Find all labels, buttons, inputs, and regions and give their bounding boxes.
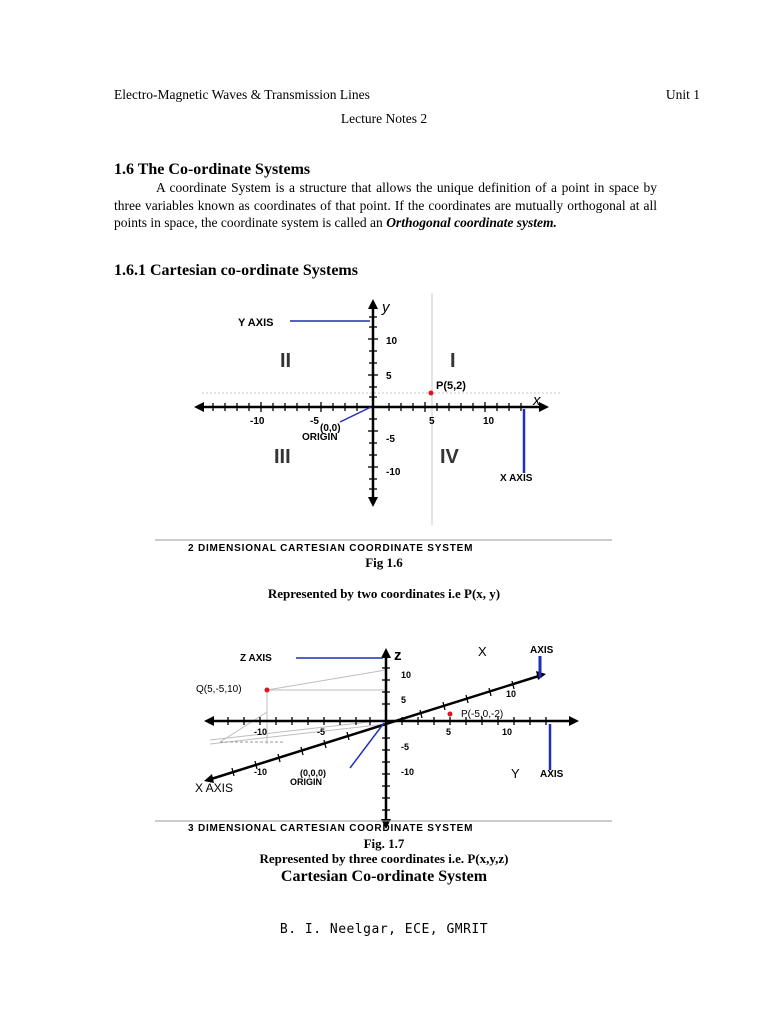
horizontal-arrow-left [204, 716, 214, 726]
x-axis-bottom-caption: X AXIS [195, 781, 234, 795]
paragraph-text: A coordinate System is a structure that allows the unique definition of a point in space by three variables known as coordinates of that point. If the coordinates are mutually orthogonal at all points in space, the coordinate system is called an [114, 180, 657, 230]
horizontal-tick-label: 5 [446, 727, 452, 737]
y-axis-arrow-bottom [368, 497, 378, 507]
x-variable-label: x [533, 392, 541, 409]
point-q-marker [265, 688, 270, 693]
y-axis-caption: Y AXIS [238, 317, 274, 329]
point-p-marker [448, 712, 453, 717]
y-axis-arrow-top [368, 299, 378, 309]
horizontal-tick-label: -10 [254, 727, 268, 737]
horizontal-tick-label: 10 [502, 727, 513, 737]
figure-1-6-label: Fig 1.6 [365, 555, 403, 570]
x-axis-arrow-right [539, 402, 549, 412]
origin-label: ORIGIN [302, 432, 338, 443]
figure-banner: 2 DIMENSIONAL CARTESIAN COORDINATE SYSTEM [188, 543, 474, 554]
diagonal-tick-label: 10 [506, 689, 517, 699]
z-tick-label: -5 [401, 742, 410, 752]
y-tick-label: 10 [386, 336, 398, 347]
quadrant-label-2: II [280, 350, 292, 372]
figure-2d-cartesian [150, 285, 620, 560]
figure-1-7-title: Cartesian Co-ordinate System [280, 868, 488, 885]
y-variable-label: y [382, 299, 390, 316]
horizontal-arrow-right [569, 716, 579, 726]
header-unit: Unit 1 [665, 87, 700, 102]
x-axis-top-caption: AXIS [530, 645, 554, 656]
header-lecture: Lecture Notes 2 [340, 111, 428, 126]
section-heading-1-6: 1.6 The Co-ordinate Systems [114, 161, 311, 178]
z-tick-label: 10 [401, 670, 412, 680]
y-tick-label: -5 [386, 434, 395, 445]
figure-3d-cartesian [150, 640, 620, 835]
z-tick-label: -10 [401, 767, 415, 777]
y-tick-label: -10 [386, 467, 401, 478]
x-tick-label: 5 [429, 416, 435, 427]
x-axis-top-letter: X [478, 644, 487, 659]
z-axis-arrow-top [381, 648, 391, 658]
horizontal-tick-label: -5 [317, 727, 326, 737]
point-p-marker [429, 391, 434, 396]
origin-label: ORIGIN [290, 777, 323, 787]
point-p-label: P(-5,0,-2) [461, 709, 504, 720]
y-tick-label: 5 [386, 371, 392, 382]
z-variable-label: z [394, 647, 402, 664]
x-tick-label: 10 [483, 416, 495, 427]
point-p-label: P(5,2) [436, 380, 466, 392]
section-paragraph [114, 179, 657, 232]
y-axis-letter: Y [511, 766, 520, 781]
z-tick-label: 5 [401, 695, 407, 705]
figure-1-7-label: Fig. 1.7 [363, 836, 405, 851]
figure-1-6-caption: Represented by two coordinates i.e P(x, y) [267, 586, 501, 601]
x-axis-caption: X AXIS [500, 473, 533, 484]
x-axis-arrow-left [194, 402, 204, 412]
page-footer: B. I. Neelgar, ECE, GMRIT [279, 922, 489, 937]
quadrant-label-4: IV [440, 446, 459, 468]
x-tick-label: -5 [310, 416, 319, 427]
figure-1-7-caption: Represented by three coordinates i.e. P(x,y,z) [259, 851, 509, 866]
quadrant-label-1: I [450, 350, 456, 372]
header-course-title: Electro-Magnetic Waves & Transmission Lines [114, 87, 370, 102]
z-axis-caption: Z AXIS [240, 653, 272, 664]
y-axis-caption: AXIS [540, 769, 564, 780]
paragraph-emphasis: Orthogonal coordinate system. [386, 215, 557, 230]
origin-coordinate: (0,0) [320, 423, 341, 434]
diagonal-tick-label: -10 [254, 767, 268, 777]
quadrant-label-3: III [274, 446, 291, 468]
point-q-label: Q(5,-5,10) [196, 684, 242, 695]
origin-coordinate: (0,0,0) [300, 768, 327, 778]
section-heading-1-6-1: 1.6.1 Cartesian co-ordinate Systems [114, 262, 358, 279]
figure-banner: 3 DIMENSIONAL CARTESIAN COORDINATE SYSTEM [188, 823, 474, 834]
x-tick-label: -10 [250, 416, 265, 427]
